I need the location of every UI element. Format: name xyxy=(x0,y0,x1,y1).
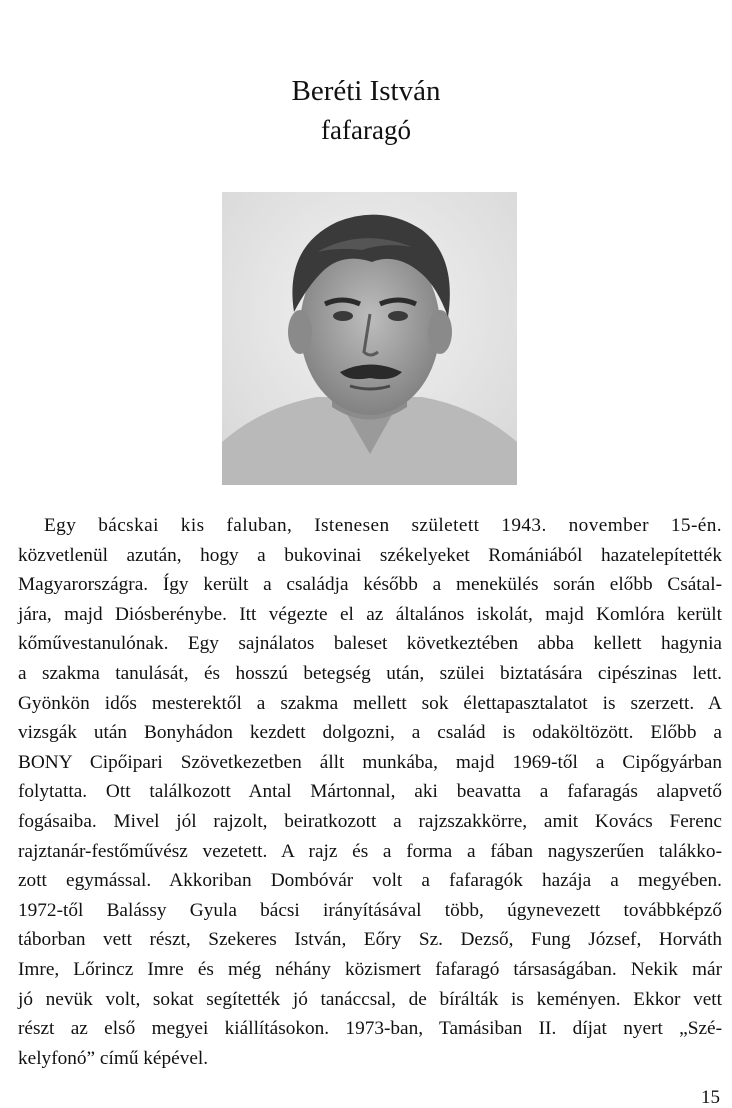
text-line: kőművestanulónak. Egy sajnálatos baleset következtében abba kellett hagynia xyxy=(18,633,722,655)
text-line: jó nevük volt, sokat segítették jó tanáccsal, de bírálták is keményen. Ekkor vett xyxy=(18,988,722,1010)
text-line: Gyönkön idős mesterektől a szakma mellett sok élettapasztalatot is szerzett. A xyxy=(18,692,722,714)
page-subtitle: fafaragó xyxy=(321,115,411,145)
text-line: Imre, Lőrincz Imre és még néhány közismert fafaragó társaságában. Nekik már xyxy=(18,958,722,980)
text-line: Egy bácskai kis faluban, Istenesen született 1943. november 15-én. xyxy=(44,515,722,536)
text-line: táborban vett részt, Szekeres István, Eőry Sz. Dezső, Fung József, Horváth xyxy=(18,929,722,951)
text-line: vizsgák után Bonyhádon kezdett dolgozni, a család is odaköltözött. Előbb a xyxy=(18,722,722,744)
biography-text xyxy=(18,511,722,1073)
page-title: Beréti István xyxy=(291,75,441,107)
text-line: folytatta. Ott találkozott Antal Mártonnal, aki beavatta a fafaragás alapvető xyxy=(18,781,722,803)
text-line: jára, majd Diósberénybe. Itt végezte el az általános iskolát, majd Komlóra került xyxy=(18,603,722,625)
text-line: részt az első megyei kiállításokon. 1973-ban, Tamásiban II. díjat nyert „Szé- xyxy=(18,1018,722,1040)
portrait-illustration xyxy=(222,192,517,485)
text-line: Magyarországra. Így került a családja később a menekülés során előbb Csátal- xyxy=(18,574,722,596)
text-line: kelyfonó” című képével. xyxy=(18,1047,209,1069)
portrait-photo xyxy=(222,192,517,485)
text-line: közvetlenül azután, hogy a bukovinai székelyeket Romániából hazatelepítették xyxy=(18,544,722,566)
text-line: 1972-től Balássy Gyula bácsi irányításával több, úgynevezett továbbképző xyxy=(18,899,722,921)
page-number: 15 xyxy=(701,1087,720,1108)
text-line: rajztanár-festőművész vezetett. A rajz és a forma a fában nagyszerűen talákko- xyxy=(18,840,722,862)
text-line: zott egymással. Akkoriban Dombóvár volt a fafaragók hazája a megyében. xyxy=(18,870,722,892)
text-line: a szakma tanulását, és hosszú betegség után, szülei biztatására cipészinas lett. xyxy=(18,662,722,684)
text-line: fogásaiba. Mivel jól rajzolt, beiratkozott a rajzszakkörre, amit Kovács Ferenc xyxy=(18,810,722,832)
text-line: BONY Cipőipari Szövetkezetben állt munkába, majd 1969-től a Cipőgyárban xyxy=(18,751,722,773)
